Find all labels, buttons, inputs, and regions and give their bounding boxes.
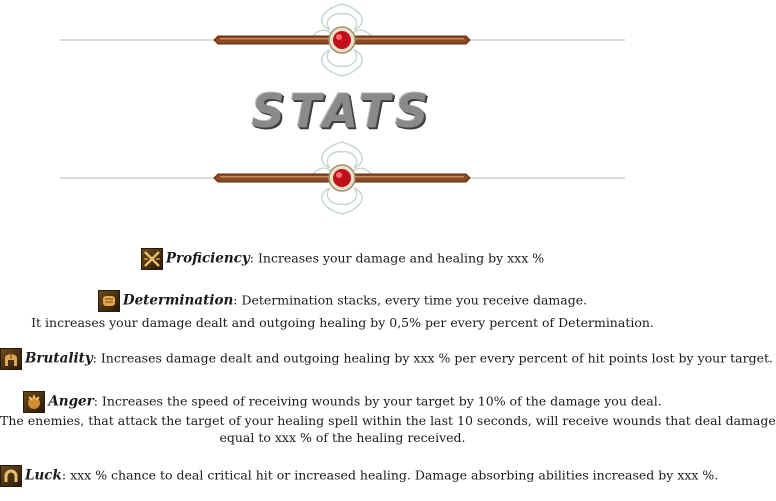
ornamental-divider-bottom (0, 138, 685, 218)
stat-detail-line: equal to xxx % of the healing received. (219, 430, 466, 445)
stat-luck (0, 465, 719, 487)
fist-icon (98, 290, 120, 312)
rage-icon (23, 391, 45, 413)
stat-description: : Increases your damage and healing by xxx % (249, 250, 545, 266)
stat-description: : xxx % chance to deal critical hit or increased healing. Damage absorbing abilities increased by xxx %. (61, 467, 719, 483)
stat-detail-line: It increases your damage dealt and outgoing healing by 0,5% per every percent of Determination. (31, 315, 654, 330)
stat-name: Anger (48, 393, 94, 410)
crossed-swords-icon (141, 248, 163, 270)
stat-description: : Determination stacks, every time you receive damage. (233, 292, 588, 308)
page-title: STATS (251, 84, 434, 138)
stat-description: : Increases damage dealt and outgoing healing by xxx % per every percent of hit points lost by your target. (92, 350, 774, 366)
red-gem-icon (333, 31, 351, 49)
stat-name: Determination (122, 292, 234, 309)
stat-name: Brutality (25, 350, 93, 367)
stat-name: Proficiency (165, 250, 250, 267)
stat-detail-line: The enemies, that attack the target of your healing spell within the last 10 seconds, will receive wounds that deal damage (0, 413, 776, 428)
stat-description: : Increases the speed of receiving wounds by your target by 10% of the damage you deal. (93, 393, 662, 409)
stat-proficiency (0, 248, 685, 270)
horseshoe-icon (0, 465, 22, 487)
stat-brutality (0, 348, 774, 370)
stat-name: Luck (25, 467, 62, 484)
stat-determination (0, 290, 685, 312)
ornamental-divider-top (0, 0, 685, 80)
red-gem-icon (333, 169, 351, 187)
stat-anger (0, 391, 685, 413)
helmet-icon (0, 348, 22, 370)
